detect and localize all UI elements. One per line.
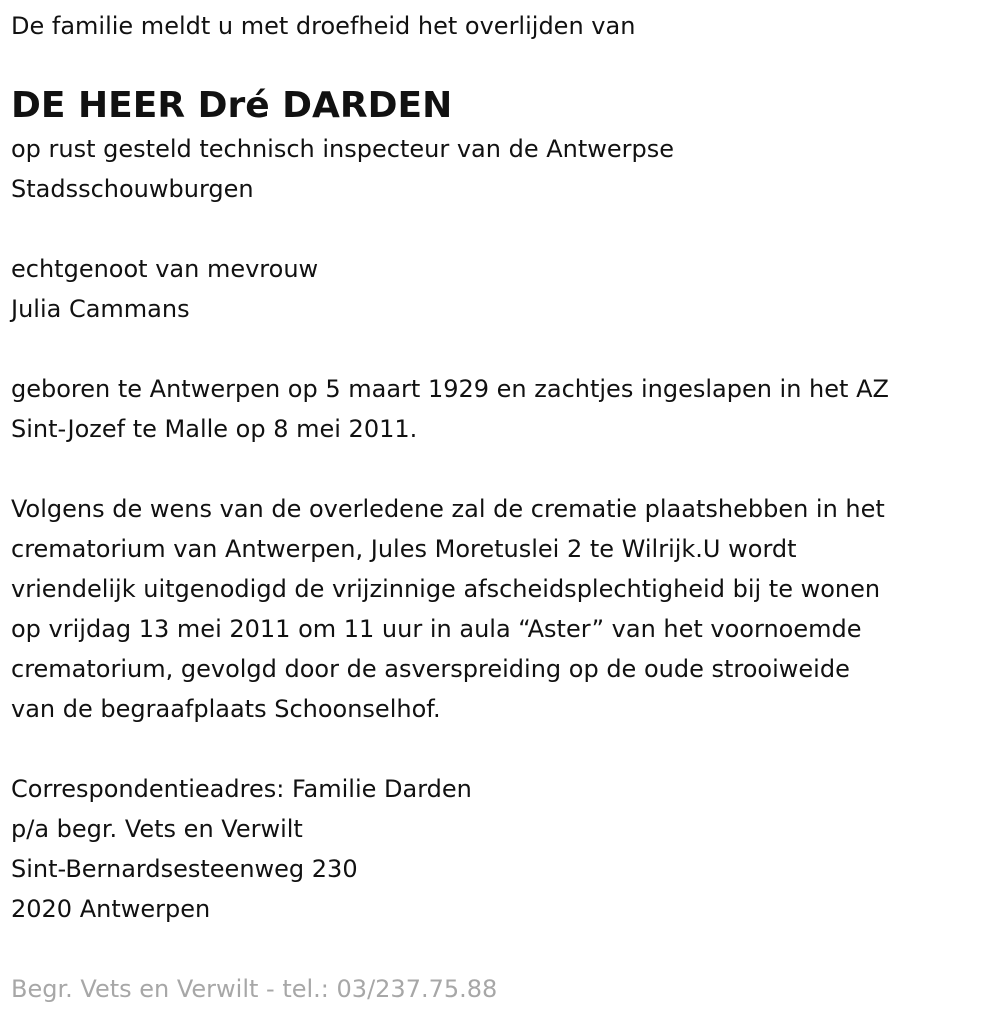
ceremony-block — [11, 489, 991, 729]
address-line: Sint-Bernardsesteenweg 230 — [11, 855, 358, 883]
spacer — [11, 729, 991, 769]
birth-death-line: geboren te Antwerpen op 5 maart 1929 en zachtjes ingeslapen in het AZ — [11, 375, 889, 403]
ceremony-line: op vrijdag 13 mei 2011 om 11 uur in aula “Aster” van het voornoemde — [11, 615, 862, 643]
spacer — [11, 329, 991, 369]
spacer — [11, 929, 991, 969]
ceremony-line: crematorium, gevolgd door de asverspreiding op de oude strooiweide — [11, 655, 850, 683]
address-line: p/a begr. Vets en Verwilt — [11, 815, 303, 843]
address-line: Correspondentieadres: Familie Darden — [11, 775, 472, 803]
spouse-line: echtgenoot van mevrouw — [11, 255, 319, 283]
ceremony-line: van de begraafplaats Schoonselhof. — [11, 695, 441, 723]
spacer — [11, 449, 991, 489]
birth-death-line: Sint-Jozef te Malle op 8 mei 2011. — [11, 415, 418, 443]
spouse-block — [11, 249, 991, 329]
ceremony-line: Volgens de wens van de overledene zal de crematie plaatshebben in het — [11, 495, 885, 523]
title-line: op rust gesteld technisch inspecteur van de Antwerpse — [11, 135, 675, 163]
title-block — [11, 129, 991, 209]
correspondence-address — [11, 769, 991, 929]
ceremony-line: vriendelijk uitgenodigd de vrijzinnige afscheidsplechtigheid bij te wonen — [11, 575, 881, 603]
birth-death-block — [11, 369, 991, 449]
undertaker-footer: Begr. Vets en Verwilt - tel.: 03/237.75.88 — [11, 975, 498, 1003]
ceremony-line: crematorium van Antwerpen, Jules Moretuslei 2 te Wilrijk.U wordt — [11, 535, 797, 563]
address-line: 2020 Antwerpen — [11, 895, 211, 923]
intro-text: De familie meldt u met droefheid het overlijden van — [11, 12, 636, 40]
spouse-name: Julia Cammans — [11, 295, 190, 323]
death-notice — [11, 6, 991, 1009]
deceased-name: DE HEER Dré DARDEN — [11, 85, 453, 126]
title-line: Stadsschouwburgen — [11, 175, 254, 203]
spacer — [11, 209, 991, 249]
